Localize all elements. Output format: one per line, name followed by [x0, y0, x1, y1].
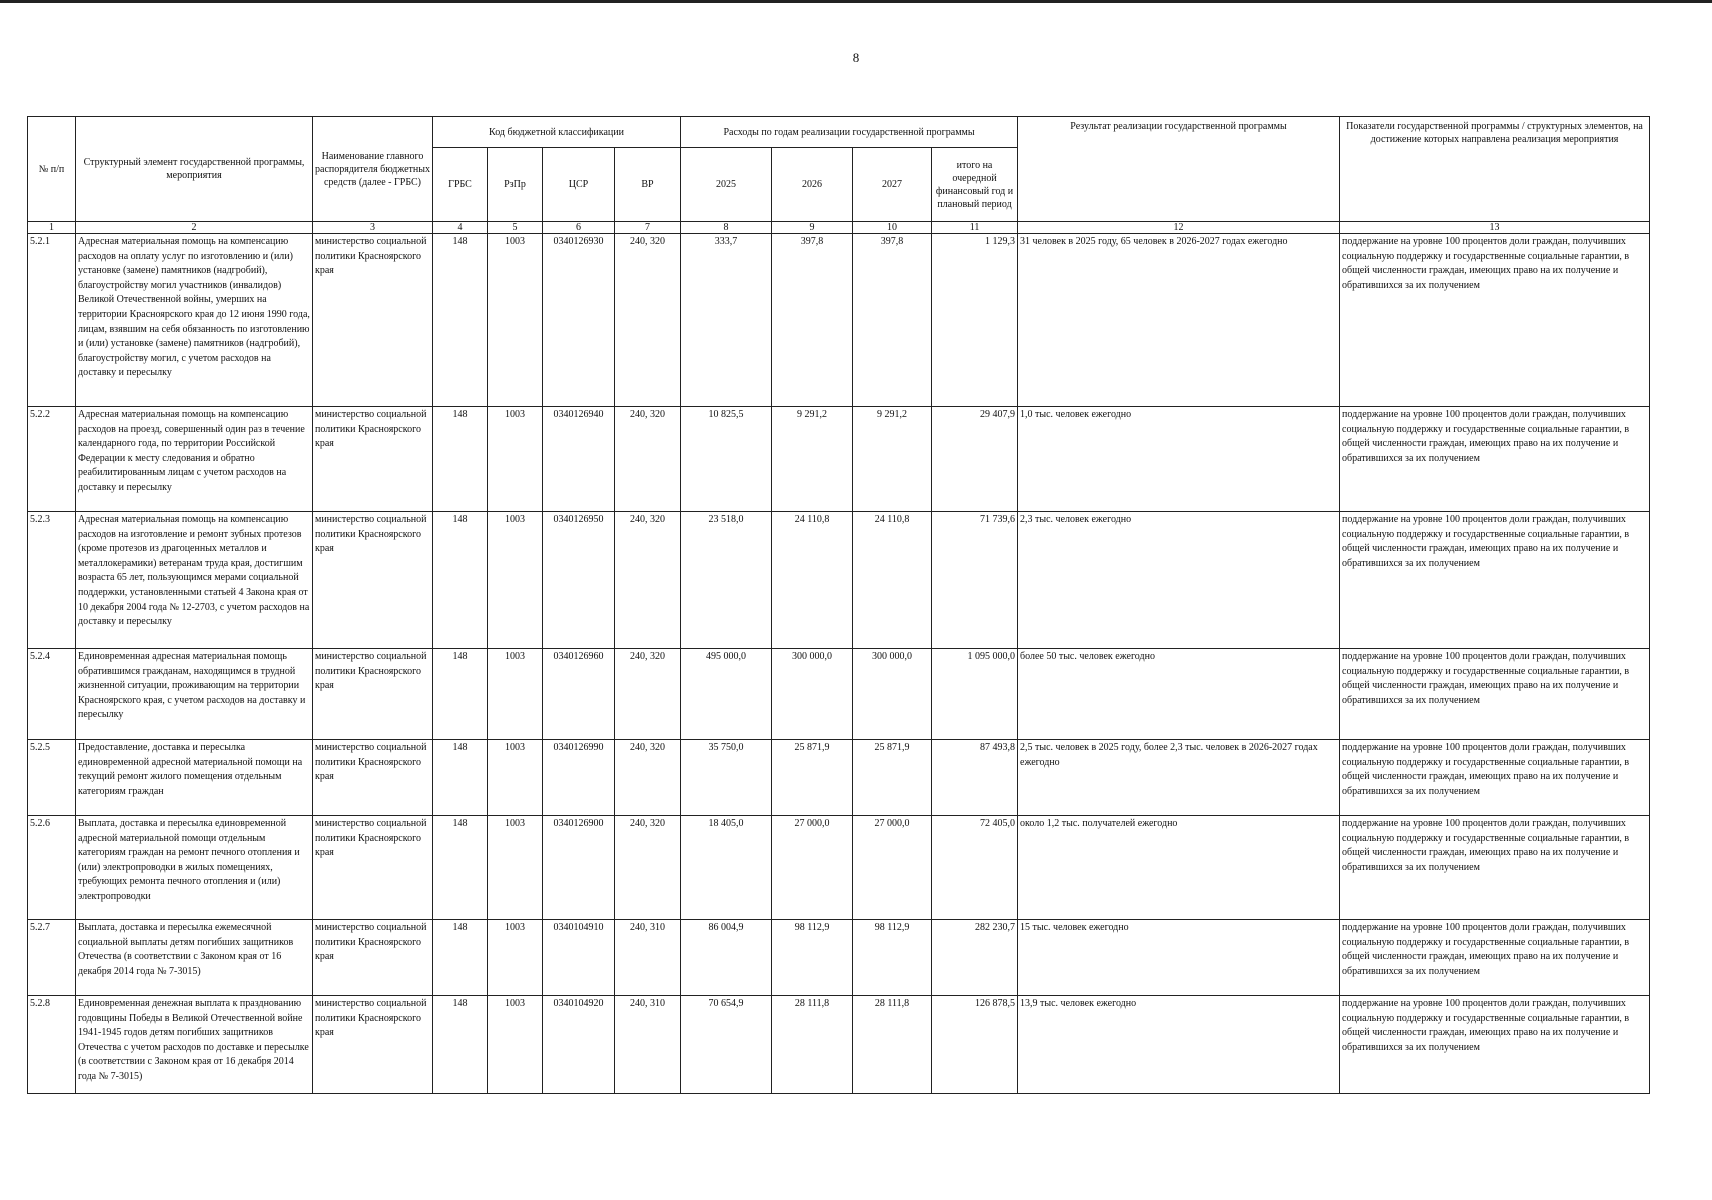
- header-2026: 2026: [772, 148, 853, 222]
- row-grbs: 148: [433, 649, 488, 740]
- row-grbs-name: министерство социальной политики Красноярского края: [313, 920, 433, 996]
- row-csr: 0340126940: [543, 407, 615, 512]
- row-2027: 300 000,0: [853, 649, 932, 740]
- row-rzpr: 1003: [488, 512, 543, 649]
- row-2027: 28 111,8: [853, 996, 932, 1094]
- row-number: 5.2.8: [28, 996, 76, 1094]
- row-result: 2,3 тыс. человек ежегодно: [1018, 512, 1340, 649]
- row-element: Адресная материальная помощь на компенсацию расходов на проезд, совершенный один раз в течение календарного года, по территории Российской Федерации к месту следования и обратно реабилитированным лицам с учетом расходов на доставку и пересылку: [76, 407, 313, 512]
- row-grbs: 148: [433, 740, 488, 816]
- row-2027: 9 291,2: [853, 407, 932, 512]
- column-number: 9: [772, 222, 853, 234]
- row-indicator: поддержание на уровне 100 процентов доли граждан, получивших социальную поддержку и государственные социальные гарантии, в общей численности граждан, имеющих право на их получение и обратившихся за их получением: [1340, 996, 1650, 1094]
- row-vr: 240, 320: [615, 407, 681, 512]
- row-indicator: поддержание на уровне 100 процентов доли граждан, получивших социальную поддержку и государственные социальные гарантии, в общей численности граждан, имеющих право на их получение и обратившихся за их получением: [1340, 816, 1650, 920]
- top-border-line: [0, 0, 1712, 3]
- row-indicator: поддержание на уровне 100 процентов доли граждан, получивших социальную поддержку и государственные социальные гарантии, в общей численности граждан, имеющих право на их получение и обратившихся за их получением: [1340, 740, 1650, 816]
- header-csr: ЦСР: [543, 148, 615, 222]
- header-element: Структурный элемент государственной программы, мероприятия: [76, 117, 313, 222]
- row-csr: 0340126950: [543, 512, 615, 649]
- row-2027: 25 871,9: [853, 740, 932, 816]
- row-2025: 86 004,9: [681, 920, 772, 996]
- row-rzpr: 1003: [488, 816, 543, 920]
- page-number: 8: [852, 50, 860, 65]
- header-total: итого на очередной финансовый год и плановый период: [932, 148, 1018, 222]
- row-vr: 240, 320: [615, 234, 681, 407]
- row-result: более 50 тыс. человек ежегодно: [1018, 649, 1340, 740]
- row-grbs-name: министерство социальной политики Красноярского края: [313, 649, 433, 740]
- row-grbs: 148: [433, 996, 488, 1094]
- header-budget-code-group: Код бюджетной классификации: [433, 117, 681, 148]
- row-element: Единовременная адресная материальная помощь обратившимся гражданам, находящимся в трудной жизненной ситуации, проживающим на территории Красноярского края, с учетом расходов на доставку и пересылку: [76, 649, 313, 740]
- row-number: 5.2.3: [28, 512, 76, 649]
- row-total: 126 878,5: [932, 996, 1018, 1094]
- row-indicator: поддержание на уровне 100 процентов доли граждан, получивших социальную поддержку и государственные социальные гарантии, в общей численности граждан, имеющих право на их получение и обратившихся за их получением: [1340, 234, 1650, 407]
- row-element: Выплата, доставка и пересылка ежемесячной социальной выплаты детям погибших защитников Отечества (в соответствии с Законом края от 16 декабря 2014 года № 7-3015): [76, 920, 313, 996]
- row-element: Адресная материальная помощь на компенсацию расходов на изготовление и ремонт зубных протезов (кроме протезов из драгоценных металлов и металлокерамики) ветеранам труда края, достигшим возраста 65 лет, пользующимся мерами социальной поддержки, установленными статьей 4 Закона края от 10 декабря 2004 года № 12-2703, с учетом расходов на доставку и пересылку: [76, 512, 313, 649]
- row-vr: 240, 310: [615, 996, 681, 1094]
- row-2027: 397,8: [853, 234, 932, 407]
- row-2025: 35 750,0: [681, 740, 772, 816]
- row-indicator: поддержание на уровне 100 процентов доли граждан, получивших социальную поддержку и государственные социальные гарантии, в общей численности граждан, имеющих право на их получение и обратившихся за их получением: [1340, 649, 1650, 740]
- row-rzpr: 1003: [488, 407, 543, 512]
- row-vr: 240, 320: [615, 740, 681, 816]
- row-number: 5.2.7: [28, 920, 76, 996]
- row-2026: 300 000,0: [772, 649, 853, 740]
- column-number: 5: [488, 222, 543, 234]
- row-number: 5.2.1: [28, 234, 76, 407]
- row-grbs: 148: [433, 816, 488, 920]
- column-number: 3: [313, 222, 433, 234]
- row-grbs-name: министерство социальной политики Красноярского края: [313, 512, 433, 649]
- header-grbs: ГРБС: [433, 148, 488, 222]
- row-element: Предоставление, доставка и пересылка единовременной адресной материальной помощи на текущий ремонт жилого помещения отдельным категориям граждан: [76, 740, 313, 816]
- row-csr: 0340104910: [543, 920, 615, 996]
- row-2026: 24 110,8: [772, 512, 853, 649]
- header-row-1: [28, 117, 1650, 148]
- row-total: 87 493,8: [932, 740, 1018, 816]
- row-element: Выплата, доставка и пересылка единовременной адресной материальной помощи отдельным категориям граждан на ремонт печного отопления и (или) электропроводки в жилых помещениях, требующих ремонта печного отопления и (или) электропроводки: [76, 816, 313, 920]
- row-number: 5.2.5: [28, 740, 76, 816]
- row-vr: 240, 320: [615, 649, 681, 740]
- row-total: 282 230,7: [932, 920, 1018, 996]
- row-element: Адресная материальная помощь на компенсацию расходов на оплату услуг по изготовлению и (или) установке (замене) памятников (надгробий), благоустройству могил участников (инвалидов) Великой Отечественной войны, умерших на территории Красноярского края до 12 июня 1990 года, лицам, взявшим на себя обязанность по изготовлению и (или) установке (замене) памятников (надгробий), благоустройству могил, с учетом расходов на доставку и пересылку: [76, 234, 313, 407]
- header-grbs-name: Наименование главного распорядителя бюджетных средств (далее - ГРБС): [313, 117, 433, 222]
- row-result: 2,5 тыс. человек в 2025 году, более 2,3 тыс. человек в 2026-2027 годах ежегодно: [1018, 740, 1340, 816]
- header-indicators: Показатели государственной программы / структурных элементов, на достижение которых направлена реализация мероприятия: [1340, 117, 1650, 222]
- column-number: 8: [681, 222, 772, 234]
- table-row: [28, 512, 1650, 649]
- table-row: [28, 407, 1650, 512]
- row-2026: 397,8: [772, 234, 853, 407]
- row-csr: 0340126990: [543, 740, 615, 816]
- row-rzpr: 1003: [488, 234, 543, 407]
- row-csr: 0340126900: [543, 816, 615, 920]
- row-grbs-name: министерство социальной политики Красноярского края: [313, 407, 433, 512]
- table-row: [28, 996, 1650, 1094]
- header-2027: 2027: [853, 148, 932, 222]
- header-expenses-group: Расходы по годам реализации государственной программы: [681, 117, 1018, 148]
- row-2026: 9 291,2: [772, 407, 853, 512]
- header-rzpr: РзПр: [488, 148, 543, 222]
- row-total: 29 407,9: [932, 407, 1018, 512]
- row-rzpr: 1003: [488, 920, 543, 996]
- row-grbs: 148: [433, 512, 488, 649]
- column-number: 12: [1018, 222, 1340, 234]
- column-number: 4: [433, 222, 488, 234]
- header-2025: 2025: [681, 148, 772, 222]
- row-total: 72 405,0: [932, 816, 1018, 920]
- row-csr: 0340126960: [543, 649, 615, 740]
- column-number: 2: [76, 222, 313, 234]
- column-number: 7: [615, 222, 681, 234]
- row-number: 5.2.4: [28, 649, 76, 740]
- row-grbs-name: министерство социальной политики Красноярского края: [313, 996, 433, 1094]
- header-vr: ВР: [615, 148, 681, 222]
- row-total: 1 129,3: [932, 234, 1018, 407]
- row-2027: 27 000,0: [853, 816, 932, 920]
- row-2025: 10 825,5: [681, 407, 772, 512]
- row-grbs-name: министерство социальной политики Красноярского края: [313, 740, 433, 816]
- row-rzpr: 1003: [488, 996, 543, 1094]
- row-csr: 0340104920: [543, 996, 615, 1094]
- row-result: 15 тыс. человек ежегодно: [1018, 920, 1340, 996]
- row-grbs: 148: [433, 407, 488, 512]
- row-result: 13,9 тыс. человек ежегодно: [1018, 996, 1340, 1094]
- column-number: 1: [28, 222, 76, 234]
- row-number: 5.2.2: [28, 407, 76, 512]
- row-2025: 23 518,0: [681, 512, 772, 649]
- row-2026: 27 000,0: [772, 816, 853, 920]
- row-indicator: поддержание на уровне 100 процентов доли граждан, получивших социальную поддержку и государственные социальные гарантии, в общей численности граждан, имеющих право на их получение и обратившихся за их получением: [1340, 407, 1650, 512]
- row-2025: 18 405,0: [681, 816, 772, 920]
- row-indicator: поддержание на уровне 100 процентов доли граждан, получивших социальную поддержку и государственные социальные гарантии, в общей численности граждан, имеющих право на их получение и обратившихся за их получением: [1340, 920, 1650, 996]
- column-number: 10: [853, 222, 932, 234]
- row-grbs: 148: [433, 234, 488, 407]
- row-rzpr: 1003: [488, 740, 543, 816]
- row-number: 5.2.6: [28, 816, 76, 920]
- row-2025: 333,7: [681, 234, 772, 407]
- row-2027: 98 112,9: [853, 920, 932, 996]
- row-grbs: 148: [433, 920, 488, 996]
- table-row: [28, 649, 1650, 740]
- row-2026: 28 111,8: [772, 996, 853, 1094]
- row-rzpr: 1003: [488, 649, 543, 740]
- row-total: 71 739,6: [932, 512, 1018, 649]
- row-2026: 98 112,9: [772, 920, 853, 996]
- row-vr: 240, 320: [615, 816, 681, 920]
- row-2026: 25 871,9: [772, 740, 853, 816]
- row-result: 1,0 тыс. человек ежегодно: [1018, 407, 1340, 512]
- column-number: 11: [932, 222, 1018, 234]
- column-number: 6: [543, 222, 615, 234]
- row-grbs-name: министерство социальной политики Красноярского края: [313, 234, 433, 407]
- table-row: [28, 740, 1650, 816]
- table-row: [28, 920, 1650, 996]
- row-vr: 240, 310: [615, 920, 681, 996]
- row-2027: 24 110,8: [853, 512, 932, 649]
- header-result: Результат реализации государственной программы: [1018, 117, 1340, 222]
- row-csr: 0340126930: [543, 234, 615, 407]
- header-num: № п/п: [28, 117, 76, 222]
- table-row: [28, 816, 1650, 920]
- row-indicator: поддержание на уровне 100 процентов доли граждан, получивших социальную поддержку и государственные социальные гарантии, в общей численности граждан, имеющих право на их получение и обратившихся за их получением: [1340, 512, 1650, 649]
- row-result: около 1,2 тыс. получателей ежегодно: [1018, 816, 1340, 920]
- row-2025: 70 654,9: [681, 996, 772, 1094]
- row-vr: 240, 320: [615, 512, 681, 649]
- row-result: 31 человек в 2025 году, 65 человек в 2026-2027 годах ежегодно: [1018, 234, 1340, 407]
- row-total: 1 095 000,0: [932, 649, 1018, 740]
- row-element: Единовременная денежная выплата к празднованию годовщины Победы в Великой Отечественной войне 1941-1945 годов детям погибших защитников Отечества с учетом расходов по доставке и пересылке (в соответствии с Законом края от 16 декабря 2014 года № 7-3015): [76, 996, 313, 1094]
- row-2025: 495 000,0: [681, 649, 772, 740]
- column-number: 13: [1340, 222, 1650, 234]
- column-numbers-row: [28, 222, 1650, 234]
- program-measures-table: [27, 116, 1650, 1094]
- table-row: [28, 234, 1650, 407]
- row-grbs-name: министерство социальной политики Красноярского края: [313, 816, 433, 920]
